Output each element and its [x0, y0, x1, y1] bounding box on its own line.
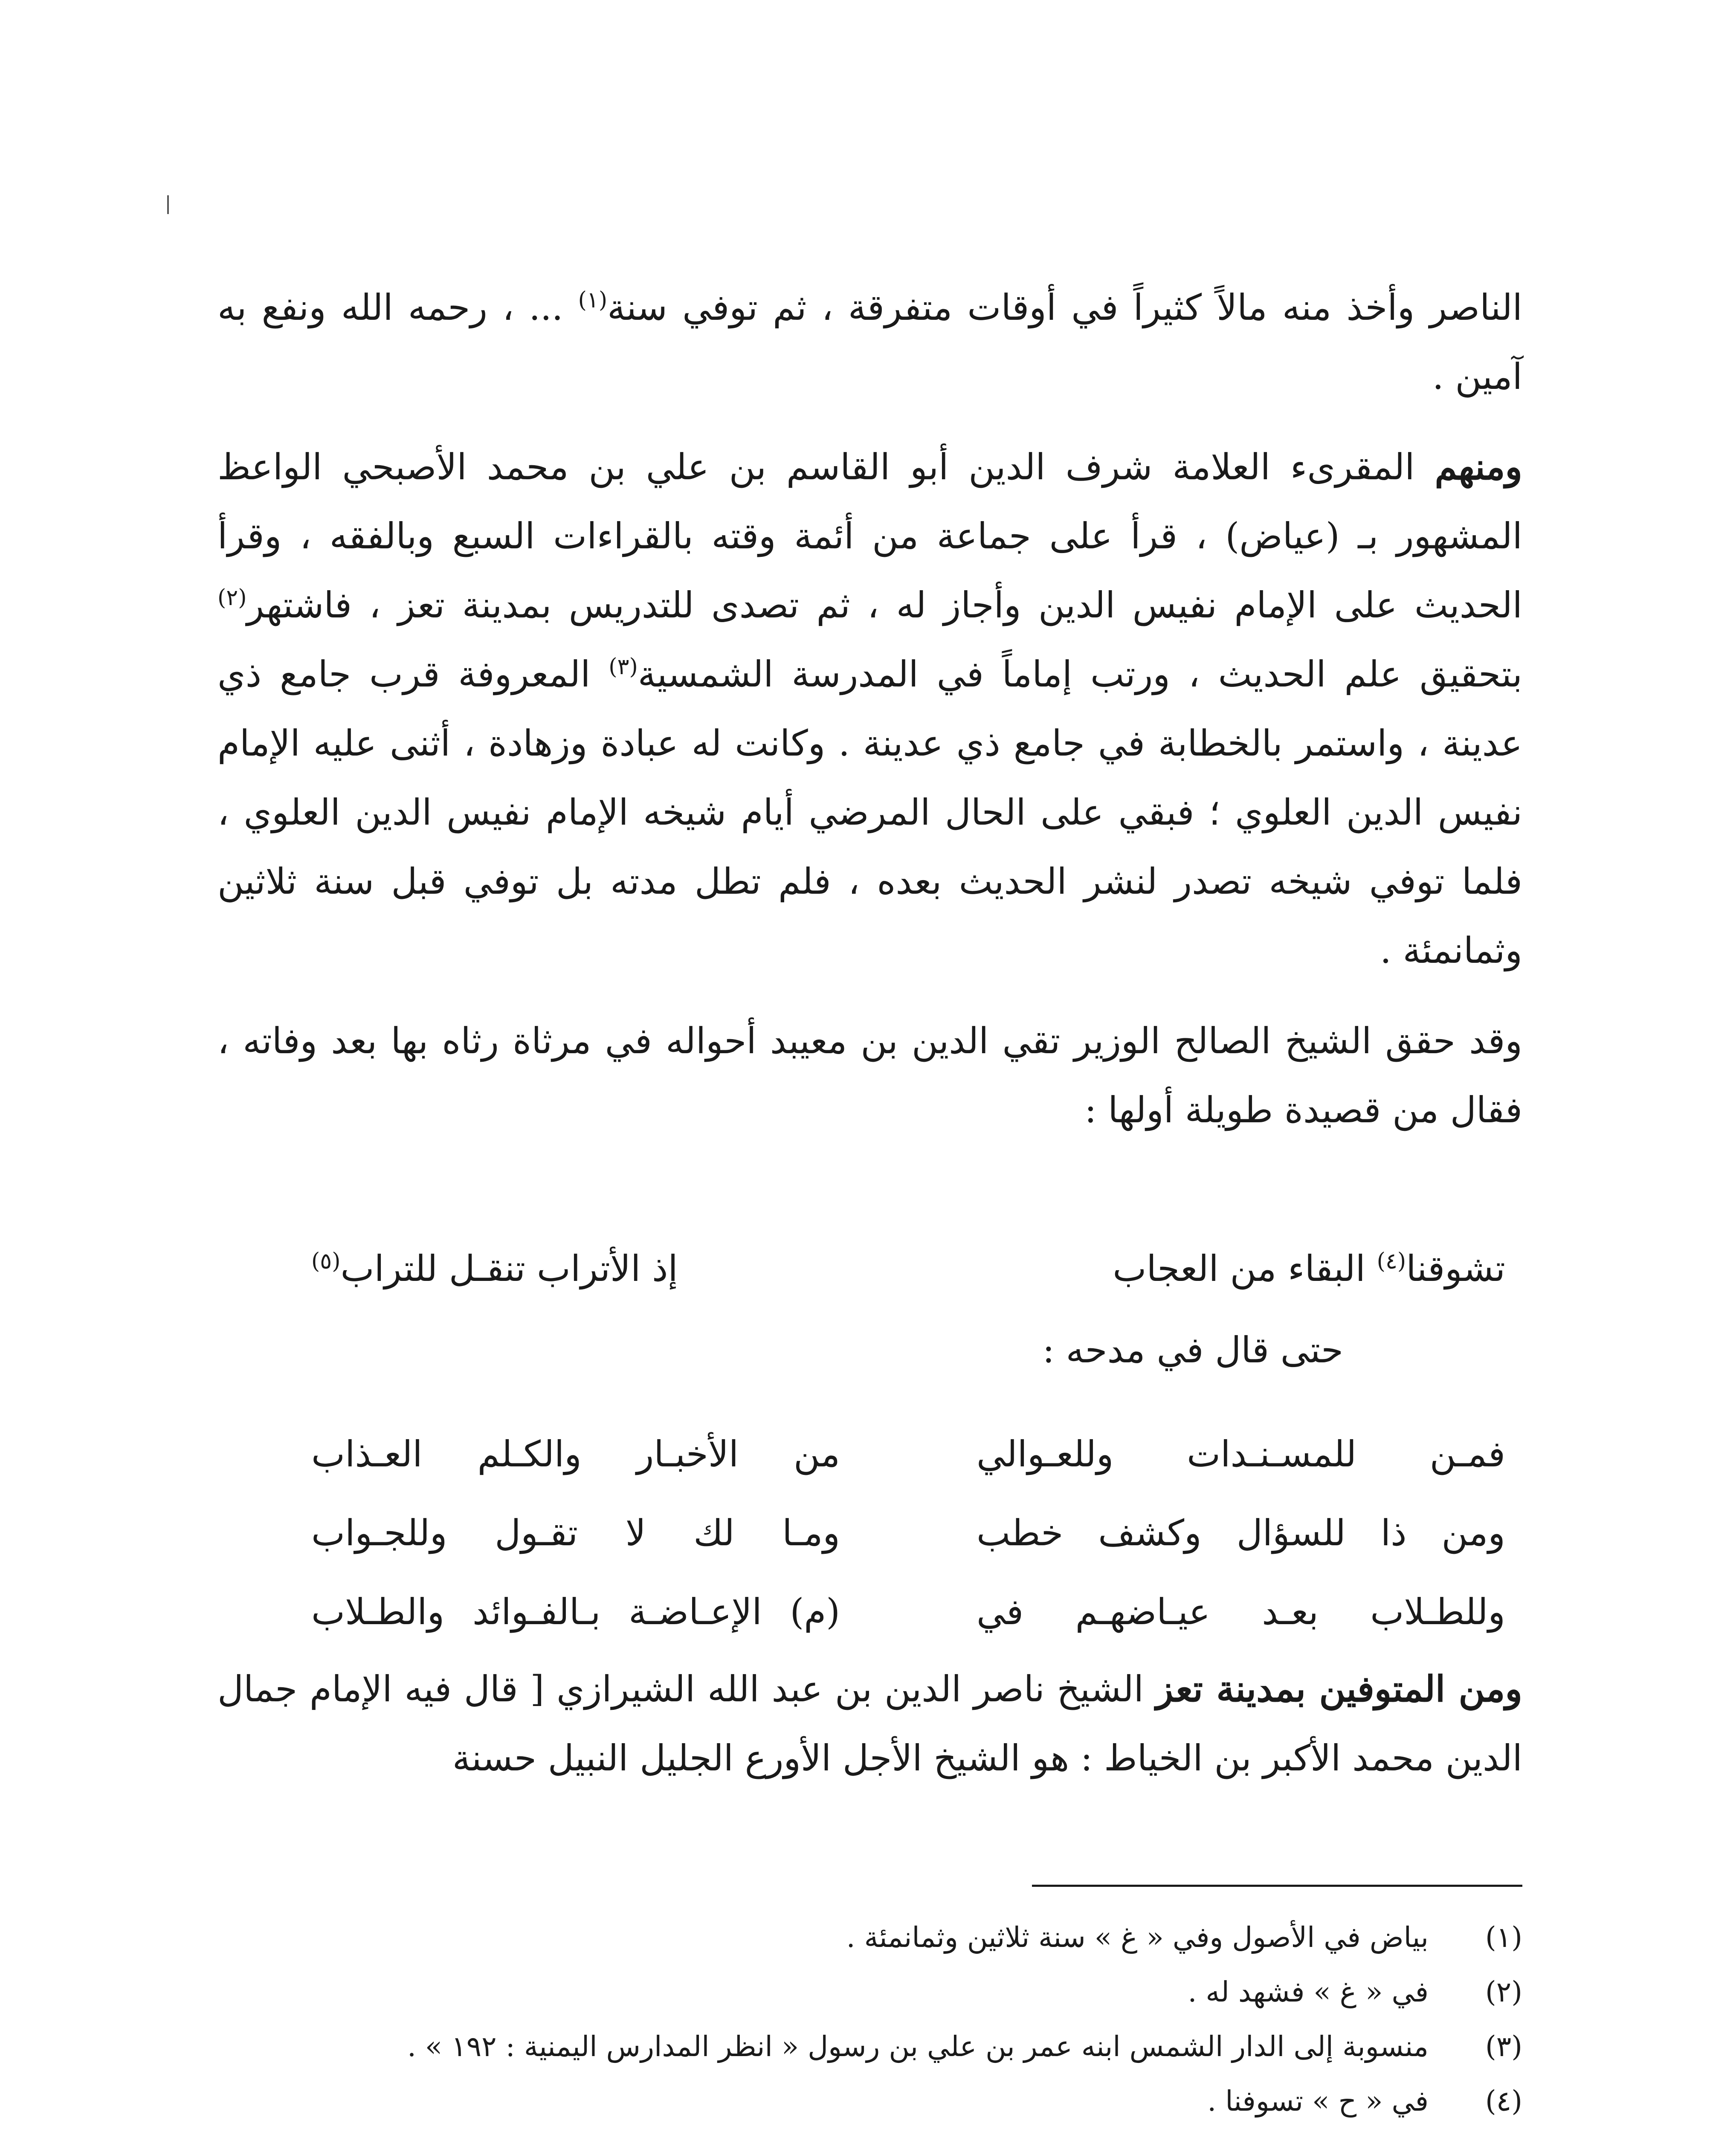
footnote-number: (١)	[1485, 1921, 1522, 1954]
footnote-text: منسوبة إلى الدار الشمس ابنه عمر بن علي بن رسول « انظر المدارس اليمنية : ١٩٢ » .	[407, 2030, 1429, 2063]
paragraph-lead: ومنهم	[1435, 446, 1522, 488]
closing-lead: ومن المتوفين بمدينة تعز	[1156, 1668, 1522, 1710]
footnote-text: في « غ » فشهد له .	[1188, 1976, 1429, 2008]
text-run: وقد حقق الشيخ الصالح الوزير تقي الدين بن معيبد أحواله في مرثاة رثاه بها بعد وفاته ، فقال من قصيدة طويلة أولها :	[217, 1020, 1522, 1131]
footnote-3	[299, 2019, 1522, 2074]
text-run: ... ، رحمه الله ونفع به آمين .	[217, 287, 1522, 397]
text-run: بتحقيق علم الحديث ، ورتب إماماً في المدرسة الشمسية	[638, 653, 1522, 695]
verse-1-first-hemistich: فمـن للمسـنـدات وللعـوالي	[977, 1433, 1505, 1475]
verse-3	[311, 1580, 1505, 1644]
text-run: المعروفة قرب جامع ذي عدينة ، واستمر بالخطابة في جامع ذي عدينة . وكانت له عبادة وزهادة ، أثنى عليه الإمام نفيس الدين العلوي ؛ فبقي على الحال المرضي أيام شيخه الإمام نفيس الدين العلوي ، فلما توفي شيخه تصدر لنشر الحديث بعده ، فلم تطل مدته بل توفي قبل سنة ثلاثين وثمانمئة .	[217, 653, 1523, 971]
footnote-ref: (١)	[578, 287, 608, 313]
text-run: البقاء من العجاب	[1113, 1248, 1377, 1289]
footnotes	[299, 1910, 1522, 2132]
footnote-text: في « ح » تسوفنا .	[1207, 2085, 1429, 2118]
footnote-text: بياض في الأصول وفي « غ » سنة ثلاثين وثمانمئة .	[846, 1921, 1429, 1954]
verse-1	[311, 1422, 1505, 1486]
verse-3-first-hemistich: وللطـلاب بعـد عيـاضهـم في	[977, 1591, 1505, 1633]
text-block-lower	[217, 1654, 1522, 1793]
footnote-1	[299, 1910, 1522, 1965]
footnote-number: (٣)	[1485, 2030, 1522, 2063]
verse-opening	[311, 1237, 1505, 1301]
verse-2	[311, 1501, 1505, 1565]
footnote-5	[299, 2129, 1522, 2132]
verse-intro: حتى قال في مدحه :	[1042, 1329, 1343, 1371]
footnote-ref: (٢)	[217, 585, 247, 611]
text-run: المقرىء العلامة شرف الدين أبو القاسم بن علي بن محمد الأصبحي الواعظ المشهور بـ (عياض) ، قرأ على جماعة من أئمة وقته بالقراءات السبع وبالفقه ، وقرأ الحديث على الإمام نفيس الدين وأجاز له ، ثم تصدى للتدريس بمدينة تعز ، فاشتهر	[217, 446, 1522, 626]
footnote-number	[1458, 2129, 1522, 2132]
verse-1-second-hemistich: من الأخبـار والكـلم العـذاب	[311, 1433, 840, 1475]
verse-2-first-hemistich: ومن ذا للسؤال وكشف خطب	[977, 1512, 1505, 1554]
verse-3-second-hemistich: (م) الإعـاضـة بـالفـوائد والطـلاب	[311, 1591, 840, 1633]
footnote-text	[1145, 2129, 1429, 2132]
footnote-number: (٤)	[1485, 2085, 1522, 2118]
verse-opening-first-hemistich	[977, 1237, 1505, 1301]
margin-mark	[167, 195, 169, 214]
closing-paragraph	[217, 1654, 1522, 1793]
text-block-upper	[217, 273, 1522, 1144]
closing-text: الشيخ ناصر الدين بن عبد الله الشيرازي [ قال فيه الإمام جمال الدين محمد الأكبر بن الخياط : هو الشيخ الأجل الأورع الجليل النبيل حسنة	[217, 1668, 1522, 1779]
footnote-2	[299, 1965, 1522, 2019]
paragraph-1	[217, 273, 1522, 411]
text-run: الناصر وأخذ منه مالاً كثيراً في أوقات متفرقة ، ثم توفي سنة	[607, 287, 1522, 328]
footnote-4	[299, 2074, 1522, 2129]
footnote-separator	[1032, 1885, 1522, 1887]
paragraph-2	[217, 432, 1522, 985]
verse-2-second-hemistich: ومـا لك لا تقـول وللجـواب	[311, 1512, 840, 1554]
footnote-ref: (٣)	[609, 654, 638, 680]
verse-opening-second-hemistich	[311, 1237, 840, 1301]
paragraph-3	[217, 1006, 1522, 1144]
footnote-ref: (٥)	[311, 1248, 341, 1274]
footnote-ref: (٤)	[1377, 1248, 1406, 1274]
text-run: إذ الأتراب تنقـل للتراب	[340, 1248, 678, 1289]
verse-intro-block	[217, 1315, 1522, 1385]
text-run: تشوقنا	[1406, 1248, 1505, 1289]
footnote-number: (٢)	[1485, 1976, 1522, 2008]
